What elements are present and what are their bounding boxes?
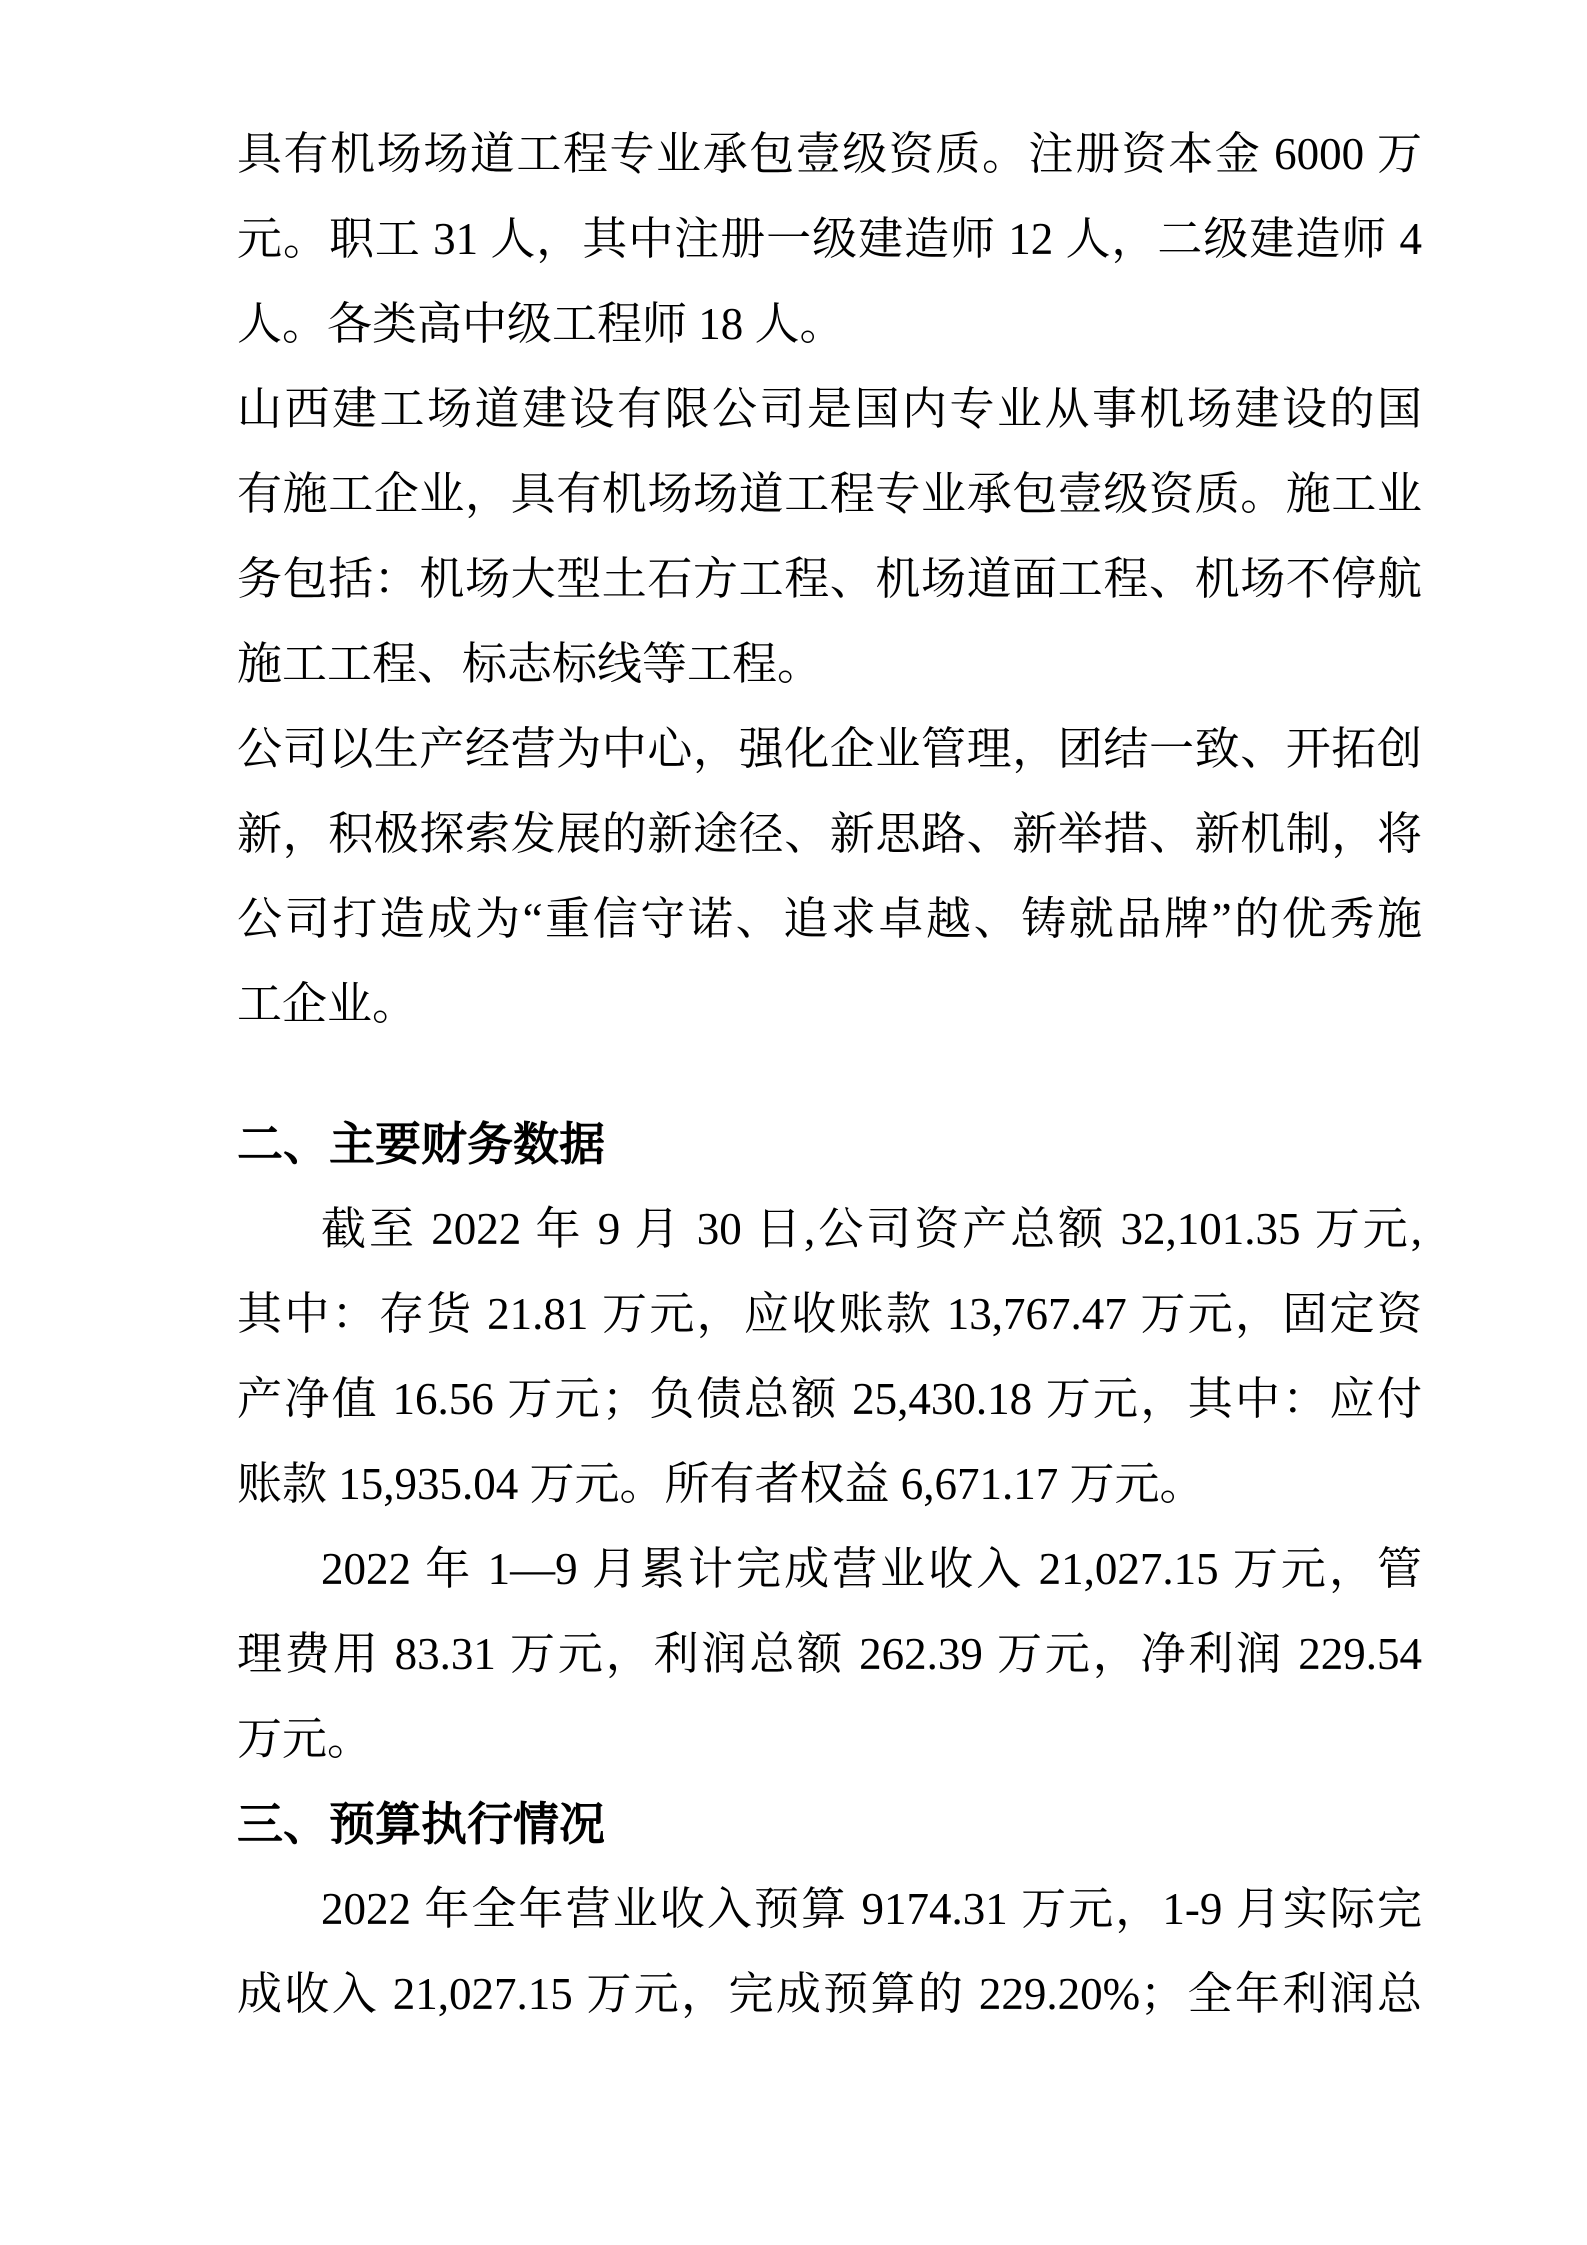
text-line: 有施工企业，具有机场场道工程专业承包壹级资质。施工业 <box>237 469 1422 519</box>
text-line: 具有机场场道工程专业承包壹级资质。注册资本金 6000 万 <box>237 129 1422 179</box>
text-line: 工企业。 <box>237 979 418 1029</box>
text-line: 成收入 21,027.15 万元，完成预算的 229.20%；全年利润总 <box>237 1969 1422 2019</box>
text-line: 2022 年 1—9 月累计完成营业收入 21,027.15 万元，管 <box>321 1544 1422 1594</box>
text-line: 截至 2022 年 9 月 30 日,公司资产总额 32,101.35 万元, <box>321 1204 1422 1254</box>
section-heading-financial-data: 二、主要财务数据 <box>237 1118 605 1170</box>
text-line: 人。各类高中级工程师 18 人。 <box>237 299 845 349</box>
blank-line <box>237 1047 1422 1102</box>
text-line: 账款 15,935.04 万元。所有者权益 6,671.17 万元。 <box>237 1459 1205 1509</box>
text-line: 公司打造成为“重信守诺、追求卓越、铸就品牌”的优秀施 <box>237 894 1422 944</box>
section-heading-budget-execution: 三、预算执行情况 <box>237 1798 605 1850</box>
text-line: 产净值 16.56 万元；负债总额 25,430.18 万元，其中：应付 <box>237 1374 1422 1424</box>
text-line: 理费用 83.31 万元，利润总额 262.39 万元，净利润 229.54 <box>237 1629 1422 1679</box>
text-block <box>237 112 1422 2037</box>
text-line: 新，积极探索发展的新途径、新思路、新举措、新机制，将 <box>237 809 1422 859</box>
text-line: 公司以生产经营为中心，强化企业管理，团结一致、开拓创 <box>237 724 1422 774</box>
text-line: 施工工程、标志标线等工程。 <box>237 639 823 689</box>
text-line: 其中：存货 21.81 万元，应收账款 13,767.47 万元，固定资 <box>237 1289 1422 1339</box>
text-line: 2022 年全年营业收入预算 9174.31 万元，1-9 月实际完 <box>321 1884 1422 1934</box>
text-line: 万元。 <box>237 1714 373 1764</box>
text-line: 元。职工 31 人，其中注册一级建造师 12 人，二级建造师 4 <box>237 214 1422 264</box>
text-line: 务包括：机场大型土石方工程、机场道面工程、机场不停航 <box>237 554 1422 604</box>
text-line: 山西建工场道建设有限公司是国内专业从事机场建设的国 <box>237 384 1422 434</box>
